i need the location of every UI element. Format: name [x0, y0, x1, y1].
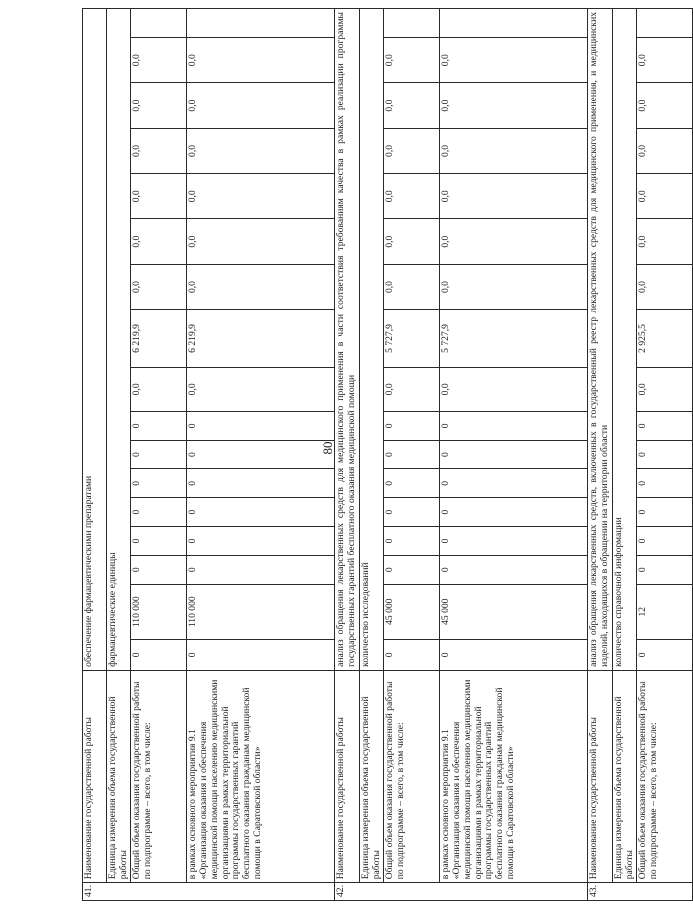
value-cell: 0: [384, 639, 440, 670]
name-value: анализ обращения лекарственных средств для медицинского применения в части соответствия требованиям качества в рамках реализации программы государственных гарантий бесплатного оказания медицинской помощи: [335, 9, 359, 671]
value-cell: 110 000: [187, 584, 335, 639]
row-label: Общий объем оказания государственной работы по подпрограмме – всего, в том числе:: [637, 670, 693, 882]
value-cell: 0,0: [187, 128, 335, 173]
empty-cell: [637, 9, 693, 38]
section-unit-row: [612, 9, 636, 901]
value-cell: 0: [131, 469, 187, 498]
value-cell: 0,0: [637, 219, 693, 264]
unit-value: количество справочной информации: [612, 9, 636, 671]
value-cell: 0: [131, 527, 187, 556]
section-unit-row: [107, 9, 131, 901]
name-value: анализ обращения лекарственных средств, включенных в государственный реестр лекарственных средств для медицинского применения, и медицинских изделий, находящихся в обращении на территории области: [588, 9, 612, 671]
value-cell: 0,0: [187, 264, 335, 309]
value-cell: 0: [131, 411, 187, 440]
value-cell: 0: [187, 555, 335, 584]
section-number: 42.: [335, 883, 588, 901]
empty-cell: [384, 9, 440, 38]
value-cell: 0,0: [187, 367, 335, 411]
value-cell: 0,0: [440, 219, 588, 264]
value-cell: 5 727,9: [440, 310, 588, 368]
value-cell: 0,0: [131, 38, 187, 83]
total-volume-row: [637, 9, 693, 901]
value-cell: 45 000: [440, 584, 588, 639]
value-cell: 0,0: [187, 219, 335, 264]
name-label: Наименование государственной работы: [83, 670, 107, 882]
total-volume-row: [384, 9, 440, 901]
value-cell: 6 219,9: [187, 310, 335, 368]
activity-row: [187, 9, 335, 901]
state-works-table: [82, 8, 693, 901]
value-cell: 0,0: [384, 174, 440, 219]
value-cell: 0: [440, 555, 588, 584]
value-cell: 0: [187, 498, 335, 527]
empty-cell: [187, 9, 335, 38]
value-cell: 0: [637, 498, 693, 527]
name-label: Наименование государственной работы: [588, 670, 612, 882]
value-cell: 0: [637, 527, 693, 556]
value-cell: 0: [187, 639, 335, 670]
unit-label: Единица измерения объема государственной работы: [359, 670, 383, 882]
value-cell: 6 219,9: [131, 310, 187, 368]
value-cell: 0: [187, 527, 335, 556]
value-cell: 0,0: [384, 128, 440, 173]
page-number: 80: [320, 441, 335, 455]
value-cell: 0: [187, 440, 335, 469]
value-cell: 0: [440, 469, 588, 498]
row-label: Общий объем оказания государственной работы по подпрограмме – всего, в том числе:: [384, 670, 440, 882]
name-label: Наименование государственной работы: [335, 670, 359, 882]
value-cell: 0,0: [131, 128, 187, 173]
section-number: 43.: [588, 883, 693, 901]
value-cell: 0,0: [637, 174, 693, 219]
value-cell: 0: [637, 639, 693, 670]
unit-label: Единица измерения объема государственной работы: [107, 670, 131, 882]
unit-value: фармацевтические единицы: [107, 9, 131, 671]
value-cell: 0: [131, 555, 187, 584]
value-cell: 0,0: [637, 264, 693, 309]
value-cell: 0: [384, 440, 440, 469]
value-cell: 0,0: [637, 38, 693, 83]
value-cell: 0,0: [131, 219, 187, 264]
value-cell: 0: [440, 440, 588, 469]
section-name-row: [588, 9, 612, 901]
activity-row: [440, 9, 588, 901]
value-cell: 0,0: [440, 367, 588, 411]
section-name-row: [83, 9, 107, 901]
value-cell: 0: [384, 469, 440, 498]
rotated-page: [82, 8, 660, 901]
value-cell: 0,0: [440, 174, 588, 219]
value-cell: 0: [637, 469, 693, 498]
value-cell: 0,0: [637, 128, 693, 173]
value-cell: 0: [637, 440, 693, 469]
value-cell: 0: [384, 411, 440, 440]
value-cell: 0,0: [637, 83, 693, 128]
value-cell: 0,0: [384, 38, 440, 83]
value-cell: 0,0: [131, 264, 187, 309]
unit-label: Единица измерения объема государственной работы: [612, 670, 636, 882]
value-cell: 0,0: [384, 83, 440, 128]
value-cell: 0: [637, 411, 693, 440]
value-cell: 0,0: [384, 367, 440, 411]
value-cell: 0,0: [384, 264, 440, 309]
value-cell: 5 727,9: [384, 310, 440, 368]
value-cell: 0: [440, 639, 588, 670]
table-body: [83, 9, 693, 901]
value-cell: 0: [637, 555, 693, 584]
value-cell: 0: [440, 527, 588, 556]
value-cell: 0: [384, 527, 440, 556]
value-cell: 0: [131, 639, 187, 670]
value-cell: 0,0: [131, 174, 187, 219]
value-cell: 45 000: [384, 584, 440, 639]
value-cell: 0,0: [440, 83, 588, 128]
value-cell: 0,0: [440, 38, 588, 83]
value-cell: 110 000: [131, 584, 187, 639]
value-cell: 0: [384, 555, 440, 584]
empty-cell: [440, 9, 588, 38]
value-cell: 0: [384, 498, 440, 527]
value-cell: 2 925,5: [637, 310, 693, 368]
value-cell: 0: [131, 440, 187, 469]
value-cell: 0: [440, 498, 588, 527]
value-cell: 12: [637, 584, 693, 639]
section-unit-row: [359, 9, 383, 901]
total-volume-row: [131, 9, 187, 901]
value-cell: 0,0: [131, 83, 187, 128]
empty-cell: [131, 9, 187, 38]
value-cell: 0,0: [637, 367, 693, 411]
value-cell: 0,0: [440, 264, 588, 309]
value-cell: 0: [440, 411, 588, 440]
unit-value: количество исследований: [359, 9, 383, 671]
section-number: 41.: [83, 883, 335, 901]
value-cell: 0,0: [187, 174, 335, 219]
name-value: обеспечение фармацевтическими препаратами: [83, 9, 107, 671]
section-name-row: [335, 9, 359, 901]
value-cell: 0: [131, 498, 187, 527]
value-cell: 0,0: [187, 83, 335, 128]
row-label: в рамках основного мероприятия 9.1 «Организация оказания и обеспечения медицинской помощи населению медицинскими организациями в рамках территориальной программы государственных гарантий бесплатного оказания гражданам медицинской помощи в Саратовской области»: [187, 670, 335, 882]
value-cell: 0,0: [440, 128, 588, 173]
value-cell: 0,0: [131, 367, 187, 411]
value-cell: 0,0: [187, 38, 335, 83]
value-cell: 0,0: [384, 219, 440, 264]
row-label: Общий объем оказания государственной работы по подпрограмме – всего, в том числе:: [131, 670, 187, 882]
value-cell: 0: [187, 411, 335, 440]
row-label: в рамках основного мероприятия 9.1 «Организация оказания и обеспечения медицинской помощи населению медицинскими организациями в рамках территориальной программы государственных гарантий бесплатного оказания гражданам медицинской помощи в Саратовской области»: [440, 670, 588, 882]
value-cell: 0: [187, 469, 335, 498]
